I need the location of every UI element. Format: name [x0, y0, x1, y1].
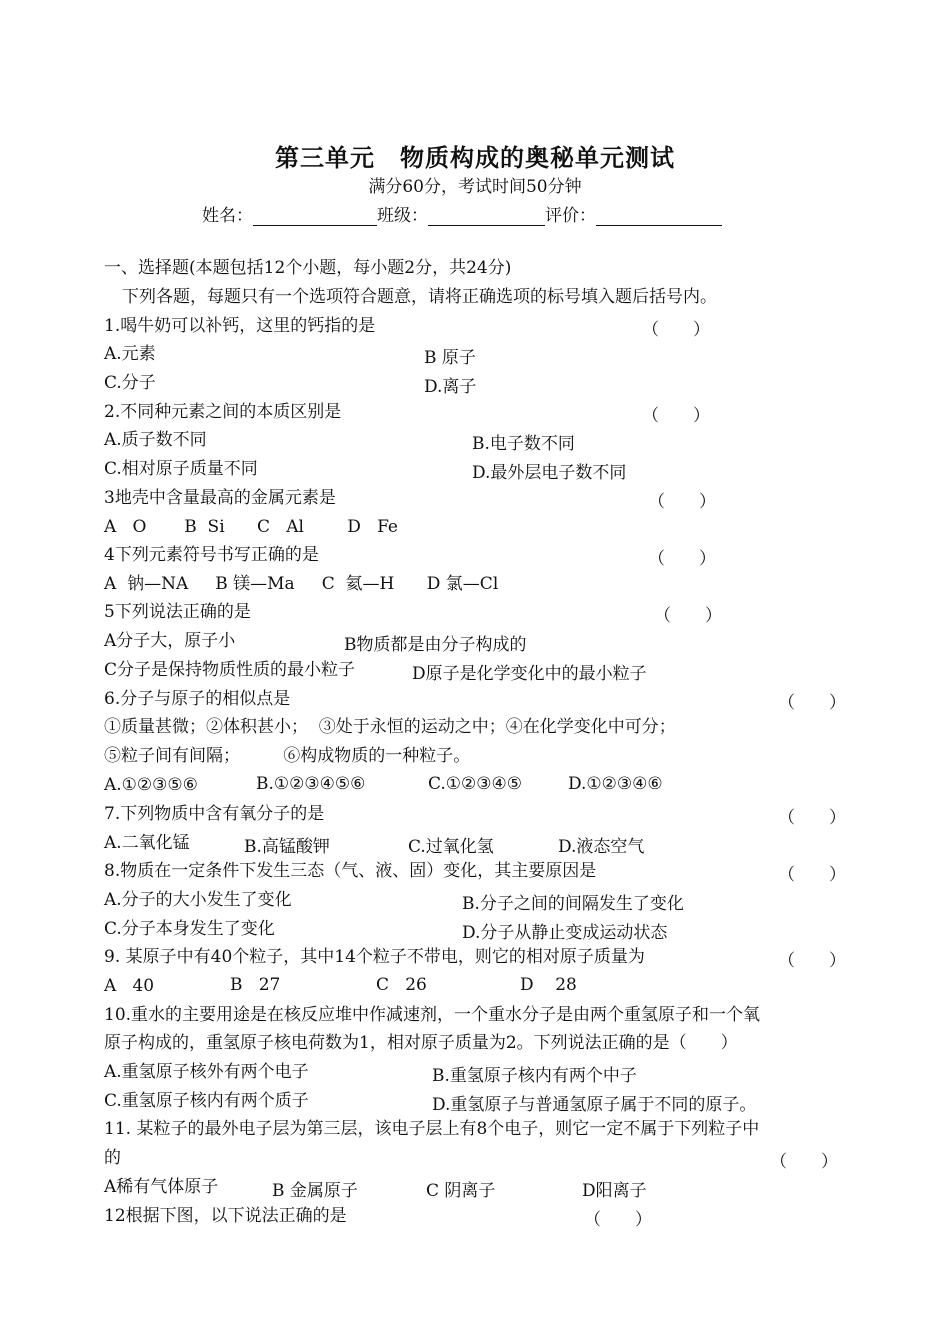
q2-option-b: B.电子数不同: [472, 434, 575, 454]
q2-option-c: C.相对原子质量不同: [104, 459, 258, 479]
q2-option-d: D.最外层电子数不同: [472, 463, 627, 483]
q9-option-c: C 26: [376, 975, 427, 995]
grade-label: 评价：: [545, 206, 596, 226]
q5-answer-blank[interactable]: （ ）: [654, 606, 722, 626]
q5-option-c: C分子是保持物质性质的最小粒子: [104, 660, 356, 680]
q8-stem: 8.物质在一定条件下发生三态（气、液、固）变化，其主要原因是: [104, 861, 597, 881]
q8-option-b: B.分子之间的间隔发生了变化: [462, 894, 684, 914]
q12-answer-blank[interactable]: （ ）: [584, 1210, 652, 1230]
q4-options: A 钠—NA B 镁—Ma C 氦—H D 氯—Cl: [104, 574, 499, 594]
q12-stem: 12根据下图，以下说法正确的是: [104, 1206, 347, 1226]
section-heading: 一、选择题(本题包括12个小题，每小题2分，共24分): [104, 258, 512, 278]
q3-answer-blank[interactable]: （ ）: [648, 492, 716, 512]
class-label: 班级：: [377, 206, 428, 226]
q11-stem-1: 11. 某粒子的最外电子层为第三层，该电子层上有8个电子，则它一定不属于下列粒子中: [104, 1119, 760, 1139]
q6-statements-2: ⑤粒子间有间隔； ⑥构成物质的一种粒子。: [104, 746, 471, 766]
q10-stem-2: 原子构成的，重氢原子核电荷数为1，相对原子质量为2。下列说法正确的是（ ）: [104, 1033, 738, 1053]
q9-option-a: A 40: [104, 976, 155, 996]
q11-option-c: C 阴离子: [426, 1181, 496, 1201]
q8-option-c: C.分子本身发生了变化: [104, 919, 275, 939]
page-subtitle: 满分60分，考试时间50分钟: [368, 177, 582, 197]
q7-answer-blank[interactable]: （ ）: [778, 808, 846, 828]
q1-stem: 1.喝牛奶可以补钙，这里的钙指的是: [104, 316, 376, 336]
q9-option-d: D 28: [520, 975, 577, 995]
q6-option-d: D.①②③④⑥: [568, 774, 663, 794]
q5-option-d: D原子是化学变化中的最小粒子: [412, 664, 647, 684]
q1-option-d: D.离子: [424, 377, 477, 397]
q1-answer-blank[interactable]: （ ）: [642, 320, 710, 340]
q2-answer-blank[interactable]: （ ）: [642, 406, 710, 426]
q3-options: A O B Si C Al D Fe: [104, 517, 398, 537]
q9-stem: 9. 某原子中有40个粒子，其中14个粒子不带电，则它的相对原子质量为: [104, 947, 645, 967]
q6-answer-blank[interactable]: （ ）: [778, 693, 846, 713]
q8-option-d: D.分子从静止变成运动状态: [462, 923, 668, 943]
q6-option-a: A.①②③⑤⑥: [104, 775, 198, 795]
q10-stem-1: 10.重水的主要用途是在核反应堆中作减速剂，一个重水分子是由两个重氢原子和一个氧: [104, 1005, 761, 1025]
q2-stem: 2.不同种元素之间的本质区别是: [104, 402, 342, 422]
q6-option-b: B.①②③④⑤⑥: [256, 774, 366, 794]
q11-stem-2: 的: [104, 1148, 121, 1168]
class-blank[interactable]: [428, 208, 545, 226]
q2-option-a: A.质子数不同: [104, 430, 207, 450]
q9-option-b: B 27: [230, 975, 281, 995]
q10-option-d: D.重氢原子与普通氢原子属于不同的原子。: [432, 1095, 757, 1115]
name-blank[interactable]: [253, 208, 377, 226]
q7-option-c: C.过氧化氢: [408, 837, 494, 857]
q1-option-a: A.元素: [104, 344, 156, 364]
q1-option-c: C.分子: [104, 373, 156, 393]
q7-stem: 7.下列物质中含有氧分子的是: [104, 804, 325, 824]
q8-option-a: A.分子的大小发生了变化: [104, 890, 292, 910]
q5-option-a: A分子大，原子小: [104, 631, 236, 651]
page-title: 第三单元 物质构成的奥秘单元测试: [275, 143, 675, 172]
q10-option-a: A.重氢原子核外有两个电子: [104, 1062, 309, 1082]
q10-option-c: C.重氢原子核内有两个质子: [104, 1091, 309, 1111]
q11-option-d: D阳离子: [582, 1181, 647, 1201]
q3-stem: 3地壳中含量最高的金属元素是: [104, 488, 336, 508]
name-label: 姓名：: [202, 206, 253, 226]
student-info-row: [202, 201, 722, 226]
q7-option-d: D.液态空气: [558, 837, 645, 857]
q6-statements-1: ①质量甚微；②体积甚小； ③处于永恒的运动之中；④在化学变化中可分；: [104, 717, 676, 737]
q7-option-b: B.高锰酸钾: [244, 837, 330, 857]
q5-stem: 5下列说法正确的是: [104, 602, 251, 622]
q6-option-c: C.①②③④⑤: [428, 774, 523, 794]
q6-stem: 6.分子与原子的相似点是: [104, 689, 291, 709]
q9-answer-blank[interactable]: （ ）: [778, 951, 846, 971]
grade-blank[interactable]: [596, 208, 722, 226]
q5-option-b: B物质都是由分子构成的: [344, 635, 527, 655]
q11-option-b: B 金属原子: [272, 1181, 358, 1201]
section-instruction: 下列各题，每题只有一个选项符合题意，请将正确选项的标号填入题后括号内。: [122, 287, 717, 307]
q4-stem: 4下列元素符号书写正确的是: [104, 545, 319, 565]
q4-answer-blank[interactable]: （ ）: [648, 549, 716, 569]
q1-option-b: B 原子: [424, 348, 476, 368]
q7-option-a: A.二氧化锰: [104, 833, 190, 853]
q8-answer-blank[interactable]: （ ）: [778, 865, 846, 885]
q11-answer-blank[interactable]: （ ）: [770, 1152, 838, 1172]
q10-option-b: B.重氢原子核内有两个中子: [432, 1066, 637, 1086]
q11-option-a: A稀有气体原子: [104, 1177, 219, 1197]
